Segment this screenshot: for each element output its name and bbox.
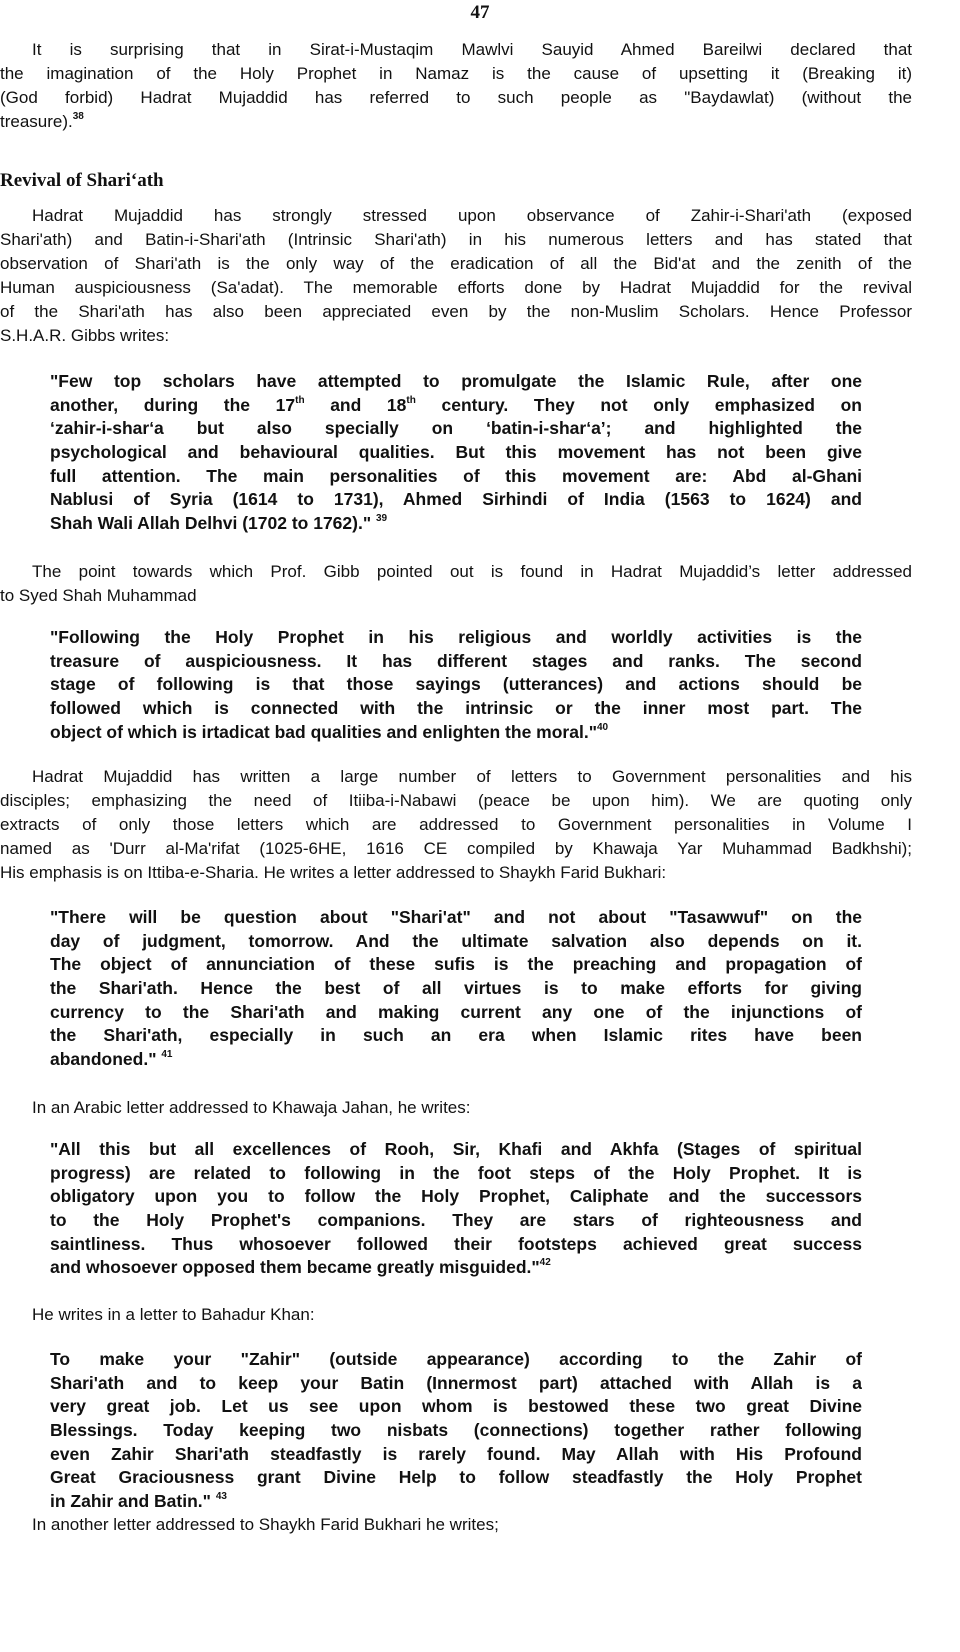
text-line	[0, 204, 912, 228]
text-segment: (God forbid) Hadrat Mujaddid has referred to such people as "Baydawlat) (without the	[0, 88, 912, 107]
footnote-marker: 39	[376, 513, 388, 525]
intro-line	[0, 1096, 912, 1120]
text-line	[50, 488, 862, 512]
text-line	[50, 1419, 862, 1443]
footnote-marker: 38	[72, 111, 84, 122]
text-segment: very great job. Let us see upon whom is bestowed these two great Divine	[50, 1396, 862, 1417]
text-line	[0, 584, 912, 608]
text-segment: and whosoever opposed them became greatly misguided."	[50, 1257, 540, 1278]
text-segment: even Zahir Shari'ath steadfastly is rarely found. May Allah with His Profound	[50, 1443, 862, 1464]
text-segment: Shari'ath and to keep your Batin (Innermost part) attached with Allah is a	[50, 1372, 862, 1393]
footnote-marker: th	[295, 394, 305, 406]
text-line	[50, 1001, 862, 1025]
text-line	[50, 721, 862, 745]
text-line	[0, 62, 912, 86]
text-line	[50, 370, 862, 394]
section-heading: Revival of Shari‘ath	[0, 170, 164, 191]
text-segment: in Zahir and Batin."	[50, 1491, 216, 1512]
text-line	[0, 1096, 912, 1120]
paragraph	[0, 560, 912, 608]
text-line	[50, 1138, 862, 1162]
paragraph	[0, 38, 912, 134]
text-segment: to Syed Shah Muhammad	[0, 586, 197, 605]
text-segment: the Shari'ath. Hence the best of all virtues is to make efforts for giving	[50, 978, 862, 999]
text-line	[0, 813, 912, 837]
text-segment: another, during the 17	[50, 394, 296, 415]
text-segment: S.H.A.R. Gibbs writes:	[0, 326, 170, 345]
text-line	[0, 560, 912, 584]
footnote-marker: 42	[539, 1257, 551, 1269]
text-line	[0, 228, 912, 252]
block-quote	[50, 1138, 862, 1280]
text-segment: stage of following is that those sayings (utterances) and actions should be	[50, 674, 862, 695]
text-line	[50, 650, 862, 674]
text-line	[0, 1513, 912, 1537]
text-segment: and 18	[304, 394, 407, 415]
text-segment: currency to the Shari'ath and making current any one of the injunctions of	[50, 1001, 862, 1022]
text-line	[50, 1466, 862, 1490]
text-line	[0, 110, 912, 134]
text-line	[0, 789, 912, 813]
text-line	[0, 38, 912, 62]
footnote-marker: 41	[161, 1049, 173, 1061]
text-segment: followed which is connected with the intrinsic or the inner most part. The	[50, 698, 862, 719]
text-line	[0, 837, 912, 861]
text-segment: Hadrat Mujaddid has strongly stressed upon observance of Zahir-i-Shari'ath (exposed	[32, 206, 912, 225]
text-line	[0, 300, 912, 324]
text-segment: day of judgment, tomorrow. And the ultimate salvation also depends on it.	[50, 930, 862, 951]
block-quote	[50, 1348, 862, 1514]
text-line	[0, 324, 912, 348]
text-segment: Shah Wali Allah Delhvi (1702 to 1762)."	[50, 513, 376, 534]
text-line	[0, 1303, 912, 1327]
text-segment: observation of Shari'ath is the only way of the eradication of all the Bid'at and the zenith of the	[0, 254, 912, 273]
text-line	[50, 465, 862, 489]
text-segment: to the Holy Prophet's companions. They are stars of righteousness and	[50, 1210, 862, 1231]
text-line	[50, 512, 862, 536]
paragraph	[0, 204, 912, 348]
text-segment: Hadrat Mujaddid has written a large number of letters to Government personalities and his	[32, 767, 912, 786]
footnote-marker: 43	[215, 1491, 227, 1503]
text-line	[50, 697, 862, 721]
text-segment: obligatory upon you to follow the Holy Prophet, Caliphate and the successors	[50, 1186, 862, 1207]
text-line	[50, 1372, 862, 1396]
text-line	[50, 1048, 862, 1072]
text-segment: He writes in a letter to Bahadur Khan:	[32, 1305, 315, 1324]
text-segment: full attention. The main personalities of this movement are: Abd al-Ghani	[50, 465, 862, 486]
text-segment: "Few top scholars have attempted to promulgate the Islamic Rule, after one	[50, 371, 862, 391]
text-segment: century. They not only emphasized on	[415, 394, 862, 415]
intro-line	[0, 1513, 912, 1537]
text-line	[50, 1185, 862, 1209]
paragraph	[0, 765, 912, 885]
text-line	[50, 441, 862, 465]
text-line	[50, 673, 862, 697]
text-line	[0, 86, 912, 110]
text-segment: In an Arabic letter addressed to Khawaja Jahan, he writes:	[32, 1098, 471, 1117]
text-segment: object of which is irtadicat bad qualities and enlighten the moral."	[50, 721, 597, 742]
block-quote	[50, 906, 862, 1072]
text-segment: Nablusi of Syria (1614 to 1731), Ahmed Sirhindi of India (1563 to 1624) and	[50, 489, 862, 510]
text-segment: abandoned."	[50, 1049, 162, 1070]
text-segment: "There will be question about "Shari'at" and not about "Tasawwuf" on the	[50, 907, 862, 927]
text-line	[50, 417, 862, 441]
text-segment: the Shari'ath, especially in such an era when Islamic rites have been	[50, 1025, 862, 1046]
text-line	[50, 626, 862, 650]
text-line	[50, 1162, 862, 1186]
text-line	[50, 1443, 862, 1467]
text-segment: The object of annunciation of these sufis is the preaching and propagation of	[50, 954, 862, 975]
text-segment: "Following the Holy Prophet in his religious and worldly activities is the	[50, 627, 862, 647]
text-segment: treasure).	[0, 112, 73, 131]
text-segment: saintliness. Thus whosoever followed their footsteps achieved great success	[50, 1233, 862, 1254]
text-segment: extracts of only those letters which are addressed to Government personalities in Volume I	[0, 815, 912, 834]
text-segment: ‘zahir-i-shar‘a but also specially on ‘batin-i-shar‘a’; and highlighted the	[50, 418, 862, 439]
footnote-marker: th	[406, 394, 416, 406]
text-line	[0, 861, 912, 885]
text-segment: The point towards which Prof. Gibb pointed out is found in Hadrat Mujaddid’s letter addressed	[32, 562, 912, 581]
text-line	[50, 394, 862, 418]
text-segment: progress) are related to following in the foot steps of the Holy Prophet. It is	[50, 1162, 862, 1183]
block-quote	[50, 626, 862, 744]
text-line	[50, 1490, 862, 1514]
text-segment: Blessings. Today keeping two nisbats (connections) together rather following	[50, 1420, 862, 1441]
text-segment: Great Graciousness grant Divine Help to follow steadfastly the Holy Prophet	[50, 1467, 862, 1488]
text-segment: "All this but all excellences of Rooh, Sir, Khafi and Akhfa (Stages of spiritual	[50, 1139, 862, 1159]
text-line	[50, 906, 862, 930]
text-line	[50, 1256, 862, 1280]
text-segment: To make your "Zahir" (outside appearance) according to the Zahir of	[50, 1349, 862, 1369]
footnote-marker: 40	[597, 721, 609, 733]
text-segment: treasure of auspiciousness. It has different stages and ranks. The second	[50, 650, 862, 671]
text-segment: Shari'ath) and Batin-i-Shari'ath (Intrinsic Shari'ath) in his numerous letters and has stated that	[0, 230, 912, 249]
intro-line	[0, 1303, 912, 1327]
text-segment: the imagination of the Holy Prophet in Namaz is the cause of upsetting it (Breaking it)	[0, 64, 912, 83]
page-number: 47	[470, 2, 490, 23]
text-segment: psychological and behavioural qualities. But this movement has not been give	[50, 442, 862, 463]
text-line	[0, 276, 912, 300]
text-line	[50, 1024, 862, 1048]
text-segment: It is surprising that in Sirat-i-Mustaqim Mawlvi Sauyid Ahmed Bareilwi declared that	[32, 40, 912, 59]
text-segment: Human auspiciousness (Sa'adat). The memorable efforts done by Hadrat Mujaddid for the revival	[0, 278, 912, 297]
text-line	[0, 765, 912, 789]
text-line	[50, 930, 862, 954]
text-line	[50, 953, 862, 977]
text-line	[50, 1209, 862, 1233]
text-segment: disciples; emphasizing the need of Itiiba-i-Nabawi (peace be upon him). We are quoting only	[0, 791, 912, 810]
text-line	[50, 977, 862, 1001]
block-quote	[50, 370, 862, 536]
text-segment: of the Shari'ath has also been appreciated even by the non-Muslim Scholars. Hence Professor	[0, 302, 912, 321]
text-line	[0, 252, 912, 276]
text-line	[50, 1348, 862, 1372]
text-segment: In another letter addressed to Shaykh Farid Bukhari he writes;	[32, 1515, 499, 1534]
text-line	[50, 1233, 862, 1257]
text-segment: named as 'Durr al-Ma'rifat (1025-6HE, 1616 CE compiled by Khawaja Yar Muhammad Badkhshi);	[0, 839, 912, 858]
text-line	[50, 1395, 862, 1419]
text-segment: His emphasis is on Ittiba-e-Sharia. He writes a letter addressed to Shaykh Farid Bukhari:	[0, 863, 667, 882]
